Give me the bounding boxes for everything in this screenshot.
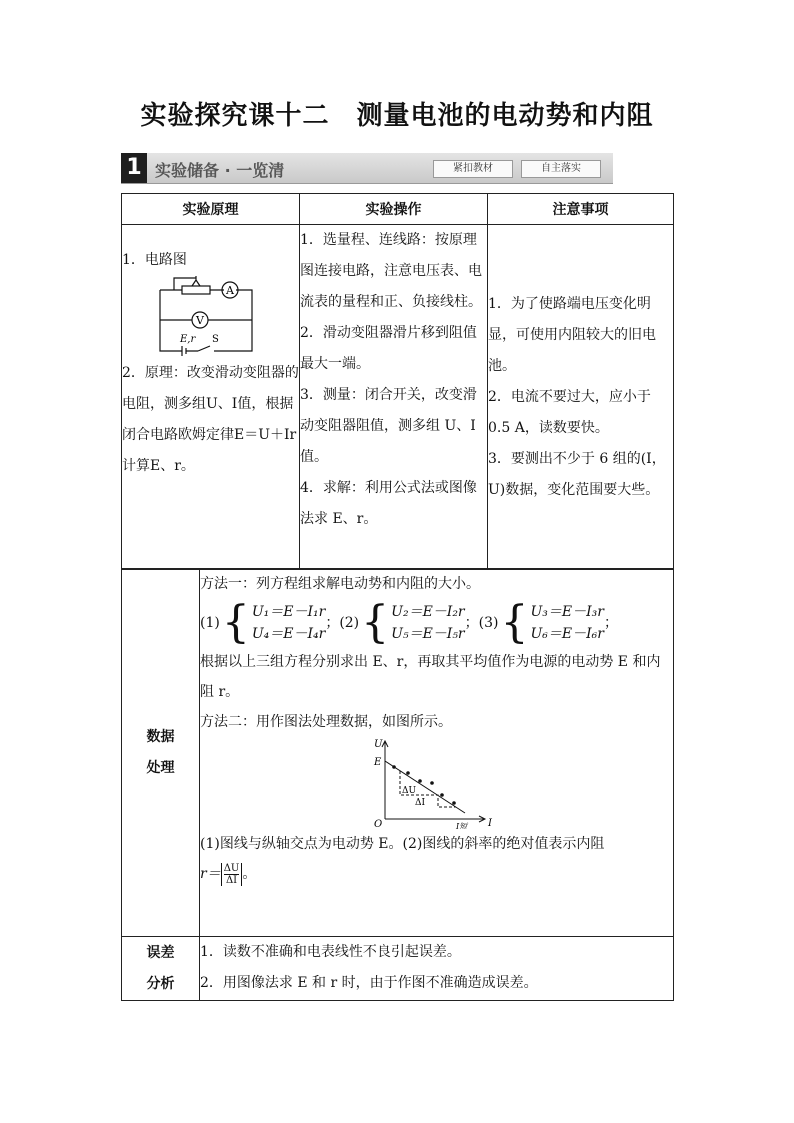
graph-x-label: I [488, 818, 492, 829]
circuit-diagram [152, 276, 292, 358]
graph-conclusion: (1)图线与纵轴交点为电动势 E。(2)图线的斜率的绝对值表示内阻 [200, 836, 605, 852]
page-title: 实验探究课十二 测量电池的电动势和内阻 [140, 101, 654, 131]
operation-step-3: 3．测量：闭合开关，改变滑动变阻器阻值，测多组 U、I 值。 [300, 387, 477, 465]
note-1: 1．为了使路端电压变化明显，可使用内阻较大的旧电池。 [488, 295, 656, 374]
textbook-button[interactable]: 紧扣教材 [433, 160, 513, 178]
analysis-table [121, 568, 674, 1001]
graph-di-label: ΔI [415, 798, 426, 808]
source-label: E,r [180, 334, 196, 345]
note-3: 3．要测出不少于 6 组的(I，U)数据，变化范围要大些。 [488, 450, 666, 498]
method-1: 方法一：列方程组求解电动势和内阻的大小。 [200, 576, 480, 592]
section-banner [121, 153, 613, 184]
graph-du-label: ΔU [402, 786, 417, 796]
switch-label: S [212, 334, 219, 345]
operation-cell [300, 225, 488, 570]
data-processing-cell [200, 569, 674, 937]
section-title: 实验储备 · 一览清 [155, 161, 285, 180]
equation-systems: (1) { U₁＝E－I₁r U₄＝E－I₄r ； (2) { U₂＝E－I₂r U₅＝E－I₅r ； (3) { U₃＝E－I₃r U₆＝E－I₆r ； [200, 597, 618, 648]
graph-origin: O [374, 819, 383, 829]
u-i-graph [370, 737, 500, 829]
method-1-conclusion: 根据以上三组方程分别求出 E、r，再取其平均值作为电源的电动势 E 和内阻 r。 [200, 654, 661, 700]
operation-step-2: 2．滑动变阻器滑片移到阻值最大一端。 [300, 325, 477, 372]
error-line-1: 1．读数不准确和电表线性不良引起误差。 [200, 944, 461, 960]
error-analysis-label: 误差分析 [122, 937, 200, 1001]
principle-cell [122, 225, 300, 570]
header-operation: 实验操作 [300, 194, 488, 225]
notes-cell [488, 225, 674, 570]
experiment-table [121, 193, 674, 570]
note-2: 2．电流不要过大，应小于 0.5 A，读数要快。 [488, 388, 651, 436]
error-analysis-cell [200, 937, 674, 1001]
operation-step-4: 4．求解：利用公式法或图像法求 E、r。 [300, 480, 477, 527]
header-principle: 实验原理 [122, 194, 300, 225]
principle-circuit-label: 1．电路图 [122, 252, 187, 268]
error-line-2: 2．用图像法求 E 和 r 时，由于作图不准确造成误差。 [200, 975, 538, 991]
voltmeter-symbol: V [196, 314, 204, 327]
header-notes: 注意事项 [488, 194, 674, 225]
operation-step-1: 1．选量程、连线路：按原理图连接电路，注意电压表、电流表的量程和正、负接线柱。 [300, 232, 482, 310]
graph-e-label: E [374, 757, 382, 768]
r-formula: r＝ $\frac{\Delta U}{\Delta I}$ 。 [200, 862, 257, 886]
graph-y-label: U [374, 739, 383, 750]
method-2: 方法二：用作图法处理数据，如图所示。 [200, 714, 452, 730]
section-number: 1 [121, 153, 147, 183]
graph-ishort-label: I短 [456, 822, 468, 829]
principle-text: 2．原理：改变滑动变阻器的电阻，测多组U、I值，根据闭合电路欧姆定律E＝U＋Ir计算E、r。 [122, 365, 299, 474]
self-study-button[interactable]: 自主落实 [521, 160, 601, 178]
ammeter-symbol: A [226, 284, 234, 297]
data-processing-label: 数据处理 [122, 569, 200, 937]
